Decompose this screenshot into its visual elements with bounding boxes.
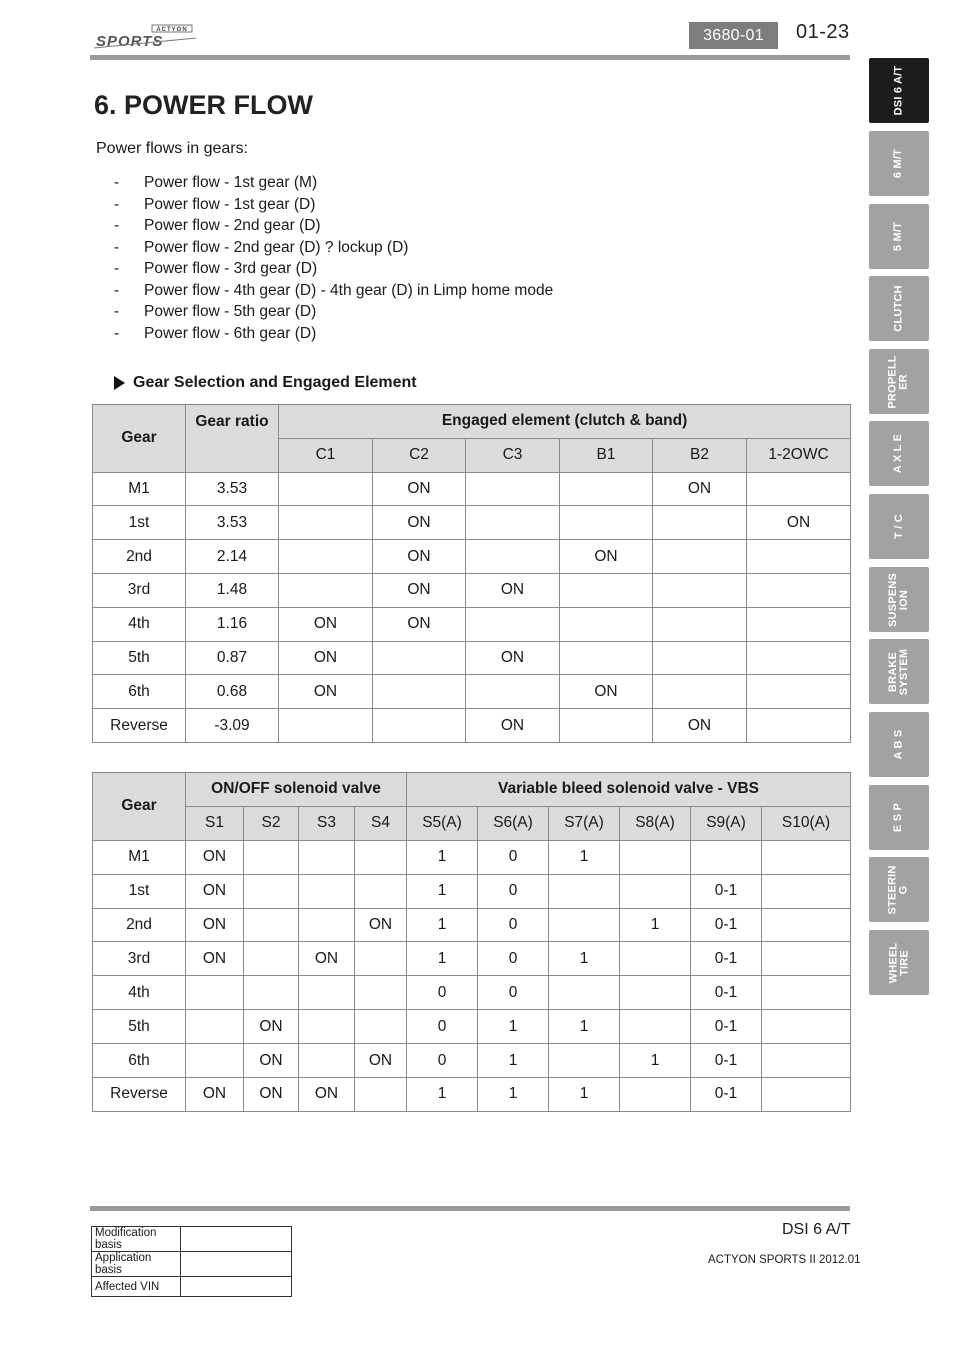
table-cell <box>466 540 560 574</box>
table-cell: ON <box>355 908 407 942</box>
basis-value <box>181 1227 292 1252</box>
table-cell <box>747 607 851 641</box>
table-cell: 6th <box>93 1044 186 1078</box>
list-item-text: Power flow - 1st gear (M) <box>144 174 318 191</box>
table-cell <box>279 506 373 540</box>
table-cell: 0 <box>478 908 549 942</box>
table-cell <box>355 976 407 1010</box>
table-cell <box>299 874 355 908</box>
table-cell: 0-1 <box>691 942 762 976</box>
table-cell: Reverse <box>93 709 186 743</box>
table-cell: Reverse <box>93 1078 186 1112</box>
basis-label: Modification basis <box>92 1227 181 1252</box>
sidebar-tab[interactable] <box>869 204 929 269</box>
sidebar-tab-label: A B S <box>892 729 905 760</box>
table-cell: ON <box>244 1010 299 1044</box>
sidebar-tab[interactable] <box>869 421 929 486</box>
table-cell: ON <box>653 709 747 743</box>
table-cell: 2nd <box>93 908 186 942</box>
table-cell: ON <box>279 675 373 709</box>
header-valve: S9(A) <box>691 806 762 840</box>
table-cell: 0 <box>478 942 549 976</box>
table-cell <box>620 840 691 874</box>
sidebar-tab[interactable] <box>869 276 929 341</box>
header-onoff-solenoid: ON/OFF solenoid valve <box>186 773 407 807</box>
table-cell <box>653 641 747 675</box>
subheading-text: Gear Selection and Engaged Element <box>133 374 417 391</box>
table-cell <box>299 840 355 874</box>
header-valve: S1 <box>186 806 244 840</box>
table-row <box>93 1044 851 1078</box>
header-element: C2 <box>373 438 466 472</box>
table-cell <box>762 942 851 976</box>
sidebar-tab[interactable] <box>869 857 929 922</box>
subheading <box>114 374 417 392</box>
table-cell: ON <box>373 506 466 540</box>
list-item-text: Power flow - 3rd gear (D) <box>144 260 318 277</box>
table-cell: 4th <box>93 607 186 641</box>
sidebar-tab[interactable] <box>869 639 929 704</box>
table-cell: 1 <box>549 1078 620 1112</box>
table-row <box>93 675 851 709</box>
actyon-sports-logo <box>92 24 204 50</box>
table-cell: 0 <box>478 976 549 1010</box>
table-cell: 0.87 <box>186 641 279 675</box>
list-item <box>112 172 553 194</box>
sidebar-tab[interactable] <box>869 58 929 123</box>
table-row <box>93 641 851 675</box>
table-row <box>93 607 851 641</box>
header-element: C3 <box>466 438 560 472</box>
table-cell: 5th <box>93 1010 186 1044</box>
table-cell <box>691 840 762 874</box>
table-cell <box>747 675 851 709</box>
table-cell: 1 <box>407 874 478 908</box>
table-cell <box>762 1044 851 1078</box>
table-cell <box>244 976 299 1010</box>
table-cell: 2nd <box>93 540 186 574</box>
table-cell: ON <box>466 709 560 743</box>
table-cell: ON <box>560 540 653 574</box>
table-cell <box>620 976 691 1010</box>
table-cell: ON <box>186 874 244 908</box>
power-flow-list <box>112 172 553 344</box>
table-cell <box>747 641 851 675</box>
list-item <box>112 301 553 323</box>
table-cell: 1 <box>407 942 478 976</box>
table-cell: 1 <box>407 840 478 874</box>
table-cell: ON <box>299 942 355 976</box>
header-vbs: Variable bleed solenoid valve - VBS <box>407 773 851 807</box>
table-cell: ON <box>186 840 244 874</box>
intro-text: Power flows in gears: <box>96 140 249 157</box>
table-cell: 1 <box>620 1044 691 1078</box>
solenoid-valve-table <box>92 772 851 1112</box>
header-valve: S5(A) <box>407 806 478 840</box>
doc-code-badge: 3680-01 <box>689 22 778 49</box>
svg-text:SPORTS: SPORTS <box>96 33 164 50</box>
table-cell: 0 <box>407 976 478 1010</box>
header-gear: Gear <box>93 773 186 841</box>
table-cell: 4th <box>93 976 186 1010</box>
table-cell <box>653 540 747 574</box>
table-cell: ON <box>373 540 466 574</box>
list-item-text: Power flow - 6th gear (D) <box>144 324 317 342</box>
table-cell <box>355 840 407 874</box>
basis-label: Affected VIN <box>92 1277 181 1297</box>
list-marker: - <box>114 324 120 342</box>
table-cell: M1 <box>93 472 186 506</box>
table-cell: 1 <box>478 1044 549 1078</box>
header-rule <box>90 55 850 60</box>
list-item <box>112 258 553 280</box>
header-valve: S8(A) <box>620 806 691 840</box>
table-cell <box>747 472 851 506</box>
table-cell <box>373 641 466 675</box>
basis-value <box>181 1252 292 1277</box>
list-item-text: Power flow - 1st gear (D) <box>144 195 316 213</box>
table-cell: ON <box>373 607 466 641</box>
table-cell: -3.09 <box>186 709 279 743</box>
table-cell <box>279 540 373 574</box>
sidebar-tab-label: A X L E <box>892 433 905 474</box>
table-cell <box>355 942 407 976</box>
table-cell: 1 <box>478 1078 549 1112</box>
table-cell: 1st <box>93 506 186 540</box>
table-cell: ON <box>653 472 747 506</box>
list-marker: - <box>114 195 120 213</box>
table-cell <box>560 709 653 743</box>
table-cell <box>466 607 560 641</box>
sidebar-tab-label: PROPELL ER <box>886 354 910 409</box>
list-marker: - <box>114 303 120 320</box>
table-cell: 3.53 <box>186 506 279 540</box>
table-cell: ON <box>186 1078 244 1112</box>
header-valve: S10(A) <box>762 806 851 840</box>
sidebar-tab-label: CLUTCH <box>892 285 905 332</box>
sidebar-tab-label: T / C <box>892 514 905 539</box>
table-cell <box>620 1078 691 1112</box>
table-cell <box>560 472 653 506</box>
table-cell: 0 <box>407 1010 478 1044</box>
table-cell: 1st <box>93 874 186 908</box>
sidebar-tab[interactable] <box>869 785 929 850</box>
table-cell <box>762 874 851 908</box>
table-cell: M1 <box>93 840 186 874</box>
list-item-text: Power flow - 4th gear (D) - 4th gear (D) in Limp home mode <box>144 281 554 299</box>
table-cell <box>373 675 466 709</box>
table-row <box>93 540 851 574</box>
basis-row <box>92 1252 292 1277</box>
table-row <box>93 709 851 743</box>
table-cell: 1.48 <box>186 573 279 607</box>
section-title: 6. POWER FLOW <box>94 90 313 120</box>
table-cell: 6th <box>93 675 186 709</box>
sidebar-tab[interactable] <box>869 494 929 559</box>
sidebar-tab-label: STEERIN G <box>886 864 910 915</box>
table-cell <box>355 1078 407 1112</box>
table-cell: 1 <box>549 942 620 976</box>
table-cell <box>747 573 851 607</box>
table-cell <box>762 908 851 942</box>
table-cell: ON <box>466 573 560 607</box>
table-cell: 0 <box>478 874 549 908</box>
header-element: B2 <box>653 438 747 472</box>
table-cell <box>186 1010 244 1044</box>
table-row <box>93 472 851 506</box>
table-cell: ON <box>747 506 851 540</box>
table-cell <box>549 976 620 1010</box>
list-item-text: Power flow - 2nd gear (D) <box>144 217 321 234</box>
table-cell <box>299 908 355 942</box>
table-cell <box>244 942 299 976</box>
table-cell <box>549 1044 620 1078</box>
list-item <box>112 215 553 237</box>
table-cell <box>466 472 560 506</box>
sidebar-tab[interactable] <box>869 712 929 777</box>
table-cell: ON <box>355 1044 407 1078</box>
table-cell: ON <box>373 472 466 506</box>
table-cell <box>762 840 851 874</box>
sidebar-tab[interactable] <box>869 131 929 196</box>
header-valve: S7(A) <box>549 806 620 840</box>
table-cell: ON <box>279 607 373 641</box>
basis-table <box>91 1226 292 1297</box>
table-row <box>93 840 851 874</box>
table-cell: 0-1 <box>691 908 762 942</box>
footer-section: DSI 6 A/T <box>782 1221 851 1238</box>
header-valve: S6(A) <box>478 806 549 840</box>
table-cell: 0-1 <box>691 1078 762 1112</box>
sidebar-tab-label: SUSPENS ION <box>886 572 910 627</box>
table-row <box>93 874 851 908</box>
header-element: B1 <box>560 438 653 472</box>
table-cell <box>355 1010 407 1044</box>
header-gear-ratio: Gear ratio <box>186 405 279 473</box>
table-cell <box>762 976 851 1010</box>
table-cell <box>653 607 747 641</box>
table-row <box>93 908 851 942</box>
table-row <box>93 1078 851 1112</box>
list-marker: - <box>114 174 120 191</box>
table-cell <box>186 1044 244 1078</box>
header-element: C1 <box>279 438 373 472</box>
list-marker: - <box>114 238 120 256</box>
table-cell <box>560 607 653 641</box>
table-cell <box>244 908 299 942</box>
table-cell <box>466 506 560 540</box>
table-cell <box>653 506 747 540</box>
table-cell <box>355 874 407 908</box>
table-cell: 5th <box>93 641 186 675</box>
header-element: 1-2OWC <box>747 438 851 472</box>
table-cell <box>244 840 299 874</box>
table-cell: ON <box>279 641 373 675</box>
table-cell: 1 <box>549 840 620 874</box>
table-cell <box>466 675 560 709</box>
basis-row <box>92 1277 292 1297</box>
sidebar-tab-label: BRAKE SYSTEM <box>887 648 910 695</box>
header-engaged-element: Engaged element (clutch & band) <box>279 405 851 439</box>
list-item <box>112 237 553 259</box>
table-cell: 3rd <box>93 942 186 976</box>
table-cell <box>560 641 653 675</box>
header-valve: S3 <box>299 806 355 840</box>
header-valve: S4 <box>355 806 407 840</box>
table-cell <box>762 1078 851 1112</box>
table-cell <box>549 908 620 942</box>
table-cell: 0 <box>407 1044 478 1078</box>
table-cell <box>762 1010 851 1044</box>
table-cell: 0-1 <box>691 874 762 908</box>
table-cell: ON <box>244 1078 299 1112</box>
table-cell: ON <box>186 908 244 942</box>
page-number: 01-23 <box>796 21 850 43</box>
list-item <box>112 280 553 302</box>
list-marker: - <box>114 281 120 299</box>
triangle-bullet-icon <box>114 376 125 390</box>
sidebar-tab-label: 6 M/T <box>892 148 905 179</box>
basis-value <box>181 1277 292 1297</box>
table-cell: 0 <box>478 840 549 874</box>
table-cell <box>244 874 299 908</box>
svg-text:ACTYON: ACTYON <box>156 27 188 33</box>
table-cell <box>653 675 747 709</box>
footer-model: ACTYON SPORTS II 2012.01 <box>708 1254 861 1266</box>
table-cell <box>299 976 355 1010</box>
table-cell: ON <box>244 1044 299 1078</box>
sidebar-tab-label: 5 M/T <box>892 221 905 252</box>
table-cell <box>279 472 373 506</box>
table-cell <box>620 942 691 976</box>
table-cell: 3rd <box>93 573 186 607</box>
table-cell <box>620 874 691 908</box>
table-cell <box>186 976 244 1010</box>
table-cell <box>299 1010 355 1044</box>
table-cell <box>279 709 373 743</box>
table-cell: ON <box>299 1078 355 1112</box>
table-cell: 1 <box>478 1010 549 1044</box>
table-cell: 1 <box>407 908 478 942</box>
table-cell: ON <box>466 641 560 675</box>
table-cell: 0.68 <box>186 675 279 709</box>
table-cell: 0-1 <box>691 1010 762 1044</box>
sidebar-tab-label: WHEEL TIRE <box>886 942 910 983</box>
table-cell <box>373 709 466 743</box>
table-row <box>93 1010 851 1044</box>
table-cell: 1 <box>407 1078 478 1112</box>
table-cell <box>279 573 373 607</box>
table-cell: 0-1 <box>691 1044 762 1078</box>
table-cell: ON <box>373 573 466 607</box>
table-cell: ON <box>186 942 244 976</box>
footer-rule <box>90 1206 850 1211</box>
basis-row <box>92 1227 292 1252</box>
table-cell: 1 <box>620 908 691 942</box>
table-cell: 0-1 <box>691 976 762 1010</box>
table-row <box>93 573 851 607</box>
sidebar-tab[interactable] <box>869 930 929 995</box>
table-cell <box>747 540 851 574</box>
table-cell: 3.53 <box>186 472 279 506</box>
table-row <box>93 506 851 540</box>
sidebar-tab-label: E S P <box>892 802 905 833</box>
table-cell <box>560 506 653 540</box>
list-marker: - <box>114 260 120 277</box>
sidebar-tab-label: DSI 6 A/T <box>892 65 905 116</box>
table-cell <box>299 1044 355 1078</box>
table-cell: 2.14 <box>186 540 279 574</box>
table-row <box>93 942 851 976</box>
header-gear: Gear <box>93 405 186 473</box>
table-cell: 1.16 <box>186 607 279 641</box>
table-cell <box>653 573 747 607</box>
list-marker: - <box>114 217 120 234</box>
table-cell <box>549 874 620 908</box>
table-cell <box>620 1010 691 1044</box>
sidebar-tab[interactable] <box>869 349 929 414</box>
gear-selection-table <box>92 404 851 743</box>
list-item-text: Power flow - 5th gear (D) <box>144 303 317 320</box>
table-row <box>93 976 851 1010</box>
table-cell: ON <box>560 675 653 709</box>
table-cell <box>560 573 653 607</box>
sidebar-tab[interactable] <box>869 567 929 632</box>
basis-label: Application basis <box>92 1252 181 1277</box>
table-cell: 1 <box>549 1010 620 1044</box>
table-cell <box>747 709 851 743</box>
list-item <box>112 194 553 216</box>
header-valve: S2 <box>244 806 299 840</box>
list-item <box>112 323 553 345</box>
list-item-text: Power flow - 2nd gear (D) ? lockup (D) <box>144 238 409 256</box>
